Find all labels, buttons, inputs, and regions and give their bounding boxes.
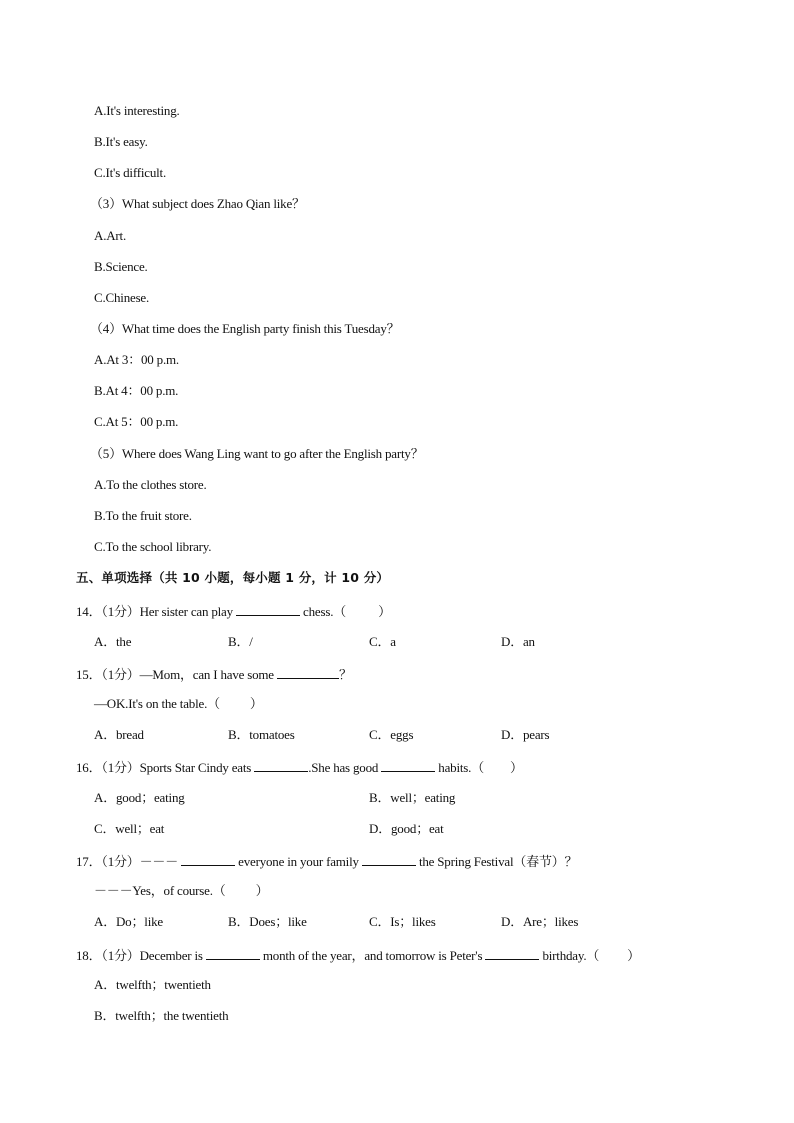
question-text: chess.（ <box>303 604 347 619</box>
choice-b: B．Does；like <box>228 914 307 929</box>
option-text: C.At 5：00 p.m. <box>94 414 179 429</box>
choice-b: B．well；eating <box>369 790 456 805</box>
question-17-reply <box>94 883 268 899</box>
option-text: C.To the school library. <box>94 539 212 554</box>
choice-c: C．Is；likes <box>369 914 436 929</box>
choice-c: C．eggs <box>369 727 414 742</box>
choice-c: C．a <box>369 634 396 649</box>
answer-blank <box>181 852 235 866</box>
question-number: 16．（1分） <box>76 760 140 775</box>
question-15 <box>76 665 352 683</box>
question-number: 17．（1分） <box>76 854 140 869</box>
question-18 <box>76 946 640 964</box>
question-text: ） <box>249 696 263 711</box>
option-text: A.Art. <box>94 228 127 243</box>
choice-a: A．twelfth；twentieth <box>94 977 211 992</box>
choice-c: C．well；eat <box>94 821 165 836</box>
choice-b: B．tomatoes <box>228 727 295 742</box>
choice-a: A．Do；like <box>94 914 163 929</box>
question-text: ） <box>255 883 269 898</box>
question-17 <box>76 852 577 870</box>
option-text: B.It's easy. <box>94 134 148 149</box>
question-text: ） <box>378 604 391 619</box>
question-number: 18．（1分） <box>76 948 140 963</box>
choice-a: A．bread <box>94 727 144 742</box>
question-text: everyone in your family <box>238 854 359 869</box>
question-text: Sports Star Cindy eats <box>139 760 252 775</box>
choice-b: B．twelfth；the twentieth <box>94 1008 229 1023</box>
question-16 <box>76 758 523 776</box>
question-text: —OK.It's on the table.（ <box>94 696 220 711</box>
option-text: C.Chinese. <box>94 290 150 305</box>
choice-a: A．good；eating <box>94 790 185 805</box>
question-text: .She has good <box>308 760 379 775</box>
sub-question-text: （4）What time does the English party finish this Tuesday？ <box>90 321 400 336</box>
question-text: habits.（ <box>438 760 484 775</box>
option-text: A.It's interesting. <box>94 103 180 118</box>
question-text: December is <box>139 948 203 963</box>
answer-blank <box>362 852 416 866</box>
question-text: Her sister can play <box>139 604 233 619</box>
option-text: B.Science. <box>94 259 148 274</box>
option-text: A.To the clothes store. <box>94 477 207 492</box>
question-number: 15．（1分） <box>76 667 140 682</box>
question-number: 14．（1分） <box>76 604 140 619</box>
choice-b: B．/ <box>228 634 253 649</box>
option-text: A.At 3：00 p.m. <box>94 352 179 367</box>
choice-d: D．pears <box>501 727 550 742</box>
option-text: B.To the fruit store. <box>94 508 192 523</box>
option-text: C.It's difficult. <box>94 165 167 180</box>
choice-d: D．an <box>501 634 535 649</box>
question-text: －－－Yes，of course.（ <box>94 883 226 898</box>
choice-d: D．good；eat <box>369 821 444 836</box>
question-text: ？ <box>338 667 352 682</box>
question-text: month of the year，and tomorrow is Peter's <box>262 948 483 963</box>
answer-blank <box>485 946 539 960</box>
choice-d: D．Are；likes <box>501 914 579 929</box>
answer-blank <box>277 665 339 679</box>
answer-blank <box>236 602 300 616</box>
question-text: —Mom，can I have some <box>139 667 274 682</box>
question-text: the Spring Festival（春节）？ <box>418 854 578 869</box>
question-14 <box>76 602 391 620</box>
option-text: B.At 4：00 p.m. <box>94 383 179 398</box>
question-text: ） <box>627 948 640 963</box>
answer-blank <box>254 758 308 772</box>
sub-question-text: （5）Where does Wang Ling want to go after the English party？ <box>90 446 424 461</box>
choice-a: A．the <box>94 634 132 649</box>
sub-question-text: （3）What subject does Zhao Qian like？ <box>90 196 305 211</box>
section-heading: 五、单项选择（共 10 小题，每小题 1 分，计 10 分） <box>76 570 390 585</box>
answer-blank <box>206 946 260 960</box>
question-text: ） <box>510 760 523 775</box>
question-text: －－－ <box>139 854 179 869</box>
answer-blank <box>381 758 435 772</box>
question-15-reply <box>94 696 263 712</box>
question-text: birthday.（ <box>542 948 600 963</box>
